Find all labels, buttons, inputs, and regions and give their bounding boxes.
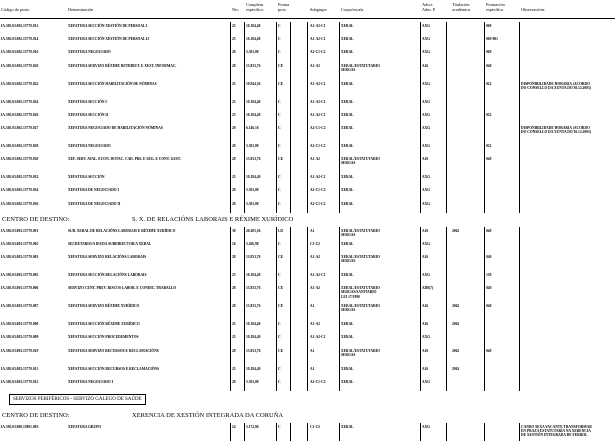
- cell-sub: A2-C1-C2: [310, 125, 326, 130]
- cell-form: 040: [486, 348, 492, 353]
- section-label: CENTRO DE DESTINO:: [2, 215, 70, 223]
- cell-forma: CE: [278, 348, 283, 353]
- section-value: S. X. DE RELACIÓNS LABORAIS E RÉXIME XURÍDICO: [132, 215, 294, 223]
- cell-forma: C: [278, 379, 281, 384]
- cell-comp: 13.833,76: [246, 157, 261, 162]
- cell-sub: A1-A2: [310, 157, 320, 162]
- cell-forma: C: [278, 201, 281, 206]
- cell-sub: A1: [310, 228, 315, 233]
- header-tit: Titulación académica: [452, 2, 471, 12]
- cell-corp: XERAL/ESTATUTARIO SERGAS: [341, 157, 380, 166]
- boxed-label: SERVIZOS PERIFÉRICOS - SERVIZO GALEGO DE SAÚDE: [9, 394, 146, 405]
- cell-sub: A1-A2-C1: [310, 175, 326, 180]
- cell-comp: 6.146,16: [246, 125, 259, 130]
- column-rule: [230, 423, 231, 441]
- cell-niv: 28: [232, 255, 236, 260]
- cell-sub: A1-A2-C1: [310, 112, 326, 117]
- cell-form: 022: [486, 112, 492, 117]
- cell-niv: 28: [232, 304, 236, 309]
- cell-code: IA.305.03.003.15770.009: [1, 335, 39, 340]
- cell-code: IA.305.03.002.15770.032: [1, 175, 39, 180]
- cell-adscr: AXG: [422, 50, 430, 55]
- cell-sub: A1-A2-C1: [310, 37, 326, 42]
- cell-sub: A2-C1-C2: [310, 201, 326, 206]
- cell-forma: CE: [278, 63, 283, 68]
- cell-sub: C1-C2: [310, 425, 320, 429]
- cell-niv: 20: [232, 379, 236, 384]
- cell-corp: XERAL/ESTATUTARIO SERGAS: [341, 228, 380, 237]
- cell-tit: 2062: [452, 322, 460, 327]
- cell-sub: A2-C1-C2: [310, 188, 326, 193]
- cell-niv: 25: [232, 366, 236, 371]
- cell-comp: 5.301,80: [246, 188, 259, 193]
- cell-forma: C: [278, 24, 281, 28]
- cell-form: 022: [486, 143, 492, 148]
- cell-form: 040: [486, 255, 492, 260]
- cell-adscr: AD8(7): [422, 286, 434, 291]
- cell-corp: XERAL/ESTATUTARIO SERGAS: [341, 348, 380, 357]
- cell-corp: XERAL: [341, 50, 354, 55]
- cell-niv: 25: [232, 99, 236, 104]
- cell-niv: 28: [232, 63, 236, 68]
- cell-forma: C: [278, 37, 281, 42]
- column-rule: [446, 22, 447, 213]
- cell-adscr: A16: [422, 304, 429, 309]
- cell-den: XEFATURA DE NEGOCIADO II: [68, 201, 121, 206]
- cell-adscr: A16: [422, 228, 429, 233]
- cell-adscr: AXG: [422, 273, 430, 278]
- cell-corp: XERAL: [341, 24, 354, 28]
- cell-niv: 25: [232, 112, 236, 117]
- cell-code: IA.305.03.003.15770.007: [1, 304, 39, 309]
- cell-sub: A1-A2-C1: [310, 99, 326, 104]
- cell-sub: A2-C1-C2: [310, 50, 326, 55]
- cell-comp: 13.833,76: [246, 255, 261, 260]
- cell-code: IA.305.03.003.15770.001: [1, 228, 39, 233]
- section-value: XERENCIA DE XESTIÓN INTEGRADA DA CORUÑA: [132, 412, 284, 419]
- cell-forma: CE: [278, 255, 283, 260]
- cell-comp: 5.172,96: [246, 425, 259, 429]
- cell-adscr: A16: [422, 157, 429, 162]
- cell-den: XEFATURA SECCIÓN XESTIÓN DE PERSOAL I: [68, 24, 148, 28]
- cell-den: SERVIZO CENT. PREV. RISCOS LABOR. E CONDIC. TRABALLO: [68, 286, 177, 291]
- cell-code: IA.305.03.002.15770.030: [1, 157, 39, 162]
- cell-adscr: A16: [422, 366, 429, 371]
- rows-group-b: [0, 227, 615, 391]
- cell-code: IA.305.03.003.15770.012: [1, 379, 39, 384]
- cell-code: IA.305.03.003.15770.002: [1, 241, 39, 246]
- cell-den: XEFATURA NEGOCIADO: [68, 50, 111, 55]
- column-rule: [339, 423, 340, 441]
- cell-form: 040: [486, 304, 492, 309]
- cell-comp: 5.301,80: [246, 143, 259, 148]
- cell-forma: C: [278, 175, 281, 180]
- cell-den: XEFATURA SERVIZO RELACIÓNS LABORAIS: [68, 255, 147, 260]
- cell-den: XEFATURA SECCIÓN RÉXIME XURÍDICO: [68, 322, 140, 327]
- cell-forma: C: [278, 322, 281, 327]
- column-rule: [244, 22, 245, 213]
- header-adscr: Adscr. Adm. P.: [422, 2, 436, 12]
- cell-niv: 25: [232, 24, 236, 28]
- header-den: Denominación: [68, 7, 94, 12]
- cell-code: IA.305.03.002.15770.022: [1, 81, 39, 86]
- cell-den: XEFATURA DE NEGOCIADO I: [68, 188, 119, 193]
- cell-den: XEFATURA SERVIZO RÉXIME RETRIBUT. E XEST. INFORMAC.: [68, 63, 177, 68]
- cell-comp: 10.184,40: [246, 366, 261, 371]
- cell-corp: XERAL: [341, 37, 354, 42]
- cell-niv: 25: [232, 273, 236, 278]
- cell-forma: CE: [278, 81, 283, 86]
- column-rule: [339, 22, 340, 213]
- cell-comp: 5.301,80: [246, 379, 259, 384]
- column-rule: [339, 227, 340, 391]
- cell-den: SUB. XERAL DE RELACIÓNS LABORAIS E RÉXIME XURÍDICO: [68, 228, 176, 233]
- cell-form: 139: [486, 273, 492, 278]
- column-rule: [420, 227, 421, 391]
- column-rule: [290, 22, 291, 213]
- cell-code: IA.305.03.002.15770.034: [1, 188, 39, 193]
- column-rule: [276, 22, 277, 213]
- cell-code: IA.305.03.003.15770.010: [1, 348, 39, 353]
- cell-comp: 13.833,76: [246, 286, 261, 291]
- cell-niv: 28: [232, 286, 236, 291]
- cell-niv: 20: [232, 125, 236, 130]
- cell-sub: A1: [310, 366, 315, 371]
- cell-niv: 14: [232, 425, 236, 429]
- table-header: [0, 0, 615, 22]
- header-corp: Corpo/escala: [341, 7, 364, 12]
- rows-group-a: [0, 22, 615, 213]
- cell-corp: XERAL: [341, 379, 354, 384]
- cell-den: SECRETARIO/A DO/DA SUBDIRECTOR/A XERAL: [68, 241, 152, 246]
- cell-forma: C: [278, 188, 281, 193]
- cell-form: 022: [486, 81, 492, 86]
- cell-form: 069: [486, 24, 492, 28]
- cell-comp: 5.301,80: [246, 50, 259, 55]
- cell-corp: XERAL: [341, 99, 354, 104]
- cell-niv: 28: [232, 348, 236, 353]
- cell-form: 040: [486, 228, 492, 233]
- column-rule: [519, 227, 520, 391]
- cell-comp: 13.833,76: [246, 304, 261, 309]
- cell-sub: A1-A2: [310, 322, 320, 327]
- cell-forma: C: [278, 50, 281, 55]
- cell-code: IA.305.03.003.15770.005: [1, 273, 39, 278]
- cell-sub: C1-C2: [310, 241, 320, 246]
- cell-tit: 2062: [452, 366, 460, 371]
- cell-sub: A1: [310, 348, 315, 353]
- cell-corp: XERAL: [341, 241, 354, 246]
- cell-code: IA.305.03.002.15770.016: [1, 50, 39, 55]
- cell-adscr: AXG: [422, 24, 430, 28]
- header-sub: Subgrupo: [310, 7, 327, 12]
- section-label: CENTRO DE DESTINO:: [2, 412, 70, 419]
- cell-comp: 13.833,76: [246, 348, 261, 353]
- cell-corp: XERAL: [341, 335, 354, 340]
- cell-code: IA.305.03.002.15770.028: [1, 143, 39, 148]
- cell-corp: XERAL/ESTATUTARIO SERGAS: [341, 63, 380, 72]
- cell-code: IA.305.03.002.15770.036: [1, 201, 39, 206]
- cell-tit: 2062: [452, 348, 460, 353]
- cell-forma: C: [278, 112, 281, 117]
- header-form: Formación específica: [486, 2, 505, 12]
- cell-sub: A1: [310, 304, 315, 309]
- cell-corp: XERAL: [341, 366, 354, 371]
- cell-forma: CE: [278, 157, 283, 162]
- cell-den: XEFATURA GRUPO: [68, 425, 102, 429]
- column-rule: [244, 423, 245, 441]
- cell-form: 069-001: [486, 37, 498, 42]
- cell-comp: 10.184,40: [246, 322, 261, 327]
- cell-forma: C: [278, 366, 281, 371]
- cell-niv: 25: [232, 335, 236, 340]
- cell-forma: CE: [278, 304, 283, 309]
- cell-niv: 20: [232, 50, 236, 55]
- cell-code: IA.305.03.002.15770.024: [1, 99, 39, 104]
- cell-sub: A1-A2-C1: [310, 81, 326, 86]
- cell-niv: 30: [232, 228, 236, 233]
- cell-adscr: AXG: [422, 99, 430, 104]
- cell-den: XEFATURA NEGOCIADO DE HABILITACIÓN NÓMINAS: [68, 125, 163, 130]
- cell-code: IA.305.03.003.15770.006: [1, 286, 39, 291]
- column-rule: [230, 227, 231, 391]
- cell-den: XEFATURA SERVIZO RECURSOS E RECLAMACIÓNS: [68, 348, 159, 353]
- column-rule: [519, 22, 520, 213]
- cell-den: XEFATURA SERVIZO RÉXIME XURÍDICO: [68, 304, 140, 309]
- section-centro-destino-2: [0, 409, 615, 423]
- cell-code: IA.305.03.002.15770.027: [1, 125, 39, 130]
- cell-sub: A1-A2-C1: [310, 335, 326, 340]
- cell-niv: 25: [232, 322, 236, 327]
- cell-den: XEFATURA SECCIÓN HABILITACIÓN DE NÓMINAS: [68, 81, 157, 86]
- cell-form: 069: [486, 50, 492, 55]
- cell-adscr: AXG: [422, 425, 430, 429]
- cell-forma: LD: [278, 228, 283, 233]
- cell-code: IA.305.03.003.15770.011: [1, 366, 39, 371]
- cell-corp: XERAL: [341, 425, 354, 429]
- cell-comp: 5.301,80: [246, 201, 259, 206]
- cell-comp: 10.184,40: [246, 175, 261, 180]
- column-rule: [244, 227, 245, 391]
- column-rule: [484, 423, 485, 441]
- cell-corp: XERAL/ESTATUTARIO SERGAS: [341, 255, 380, 264]
- cell-obs: DISPOÑIBILIDADE HORARIA (ACORDO DO CONSELLO DA XUNTA DO 30.12.2003): [521, 125, 591, 135]
- cell-corp: XERAL: [341, 112, 354, 117]
- column-rule: [307, 423, 308, 441]
- cell-forma: CE: [278, 286, 283, 291]
- cell-den: XEFATURA SECCIÓN XESTIÓN DE PERSOAL II: [68, 37, 149, 42]
- column-rule: [484, 22, 485, 213]
- cell-adscr: AXG: [422, 379, 430, 384]
- cell-tit: 2062: [452, 304, 460, 309]
- cell-niv: 28: [232, 157, 236, 162]
- cell-sub: A1-A2: [310, 286, 320, 291]
- cell-code: IA.305.03.002.15770.026: [1, 112, 39, 117]
- cell-den: XEFATURA SECCIÓN PROCEDEMENTOS: [68, 335, 139, 340]
- cell-niv: 20: [232, 201, 236, 206]
- cell-adscr: AXG: [422, 188, 430, 193]
- cell-comp: 5.456,98: [246, 241, 259, 246]
- cell-adscr: A16: [422, 348, 429, 353]
- cell-form: 040: [486, 286, 492, 291]
- cell-adscr: AXG: [422, 81, 430, 86]
- cell-adscr: AXG: [422, 241, 430, 246]
- cell-sub: A1-A2-C1: [310, 24, 326, 28]
- column-rule: [420, 22, 421, 213]
- column-rule: [290, 227, 291, 391]
- cell-corp: XERAL/ESTATUTARIO SERGAS: [341, 304, 380, 313]
- cell-code: IA.305.03.002.15770.012: [1, 24, 39, 28]
- column-rule: [519, 423, 520, 441]
- column-rule: [276, 423, 277, 441]
- cell-forma: C: [278, 241, 281, 246]
- cell-corp: XERAL: [341, 201, 354, 206]
- cell-comp: 13.833,76: [246, 63, 261, 68]
- cell-adscr: AXG: [422, 175, 430, 180]
- column-rule: [420, 423, 421, 441]
- cell-obs: DISPOÑIBILIDADE HORARIA (ACORDO DO CONSELLO DA XUNTA DO 30.12.2003): [521, 81, 591, 90]
- cell-niv: 25: [232, 81, 236, 86]
- cell-sub: A1-A2: [310, 63, 320, 68]
- column-rule: [307, 227, 308, 391]
- column-rule: [230, 22, 231, 213]
- cell-adscr: A16: [422, 255, 429, 260]
- cell-den: XEFATURA NEGOCIADO I: [68, 379, 113, 384]
- header-obs: Observacións: [521, 7, 545, 12]
- cell-comp: 20.205,36: [246, 228, 261, 233]
- cell-forma: C: [278, 273, 281, 278]
- cell-sub: A1-A2: [310, 255, 320, 260]
- cell-comp: 10.184,40: [246, 24, 261, 28]
- cell-tit: 2062: [452, 228, 460, 233]
- cell-sub: A2-C1-C2: [310, 143, 326, 148]
- cell-comp: 10.184,40: [246, 273, 261, 278]
- rows-group-c: [0, 423, 615, 441]
- cell-forma: C: [278, 99, 281, 104]
- cell-forma: C: [278, 125, 281, 130]
- cell-corp: XERAL: [341, 175, 354, 180]
- servizos-perifericos-box: [0, 391, 615, 409]
- cell-sub: A2-C1-C2: [310, 379, 326, 384]
- cell-comp: 10.184,40: [246, 335, 261, 340]
- cell-obs: CANDO SEXA VACANTE TRANSFORMAR EN PRAZA ESTATUTARIA NA XERENCIA DE XESTIÓN INTEGRADA DE FERROL: [521, 425, 592, 438]
- cell-comp: 10.184,40: [246, 99, 261, 104]
- cell-forma: C: [278, 143, 281, 148]
- cell-den: XEFATURA NEGOCIADO: [68, 143, 111, 148]
- cell-form: 040: [486, 157, 492, 162]
- cell-forma: C: [278, 425, 281, 429]
- cell-corp: XERAL: [341, 125, 354, 130]
- cell-den: XEFATURA SECCIÓN RELACIÓNS LABORAIS: [68, 273, 147, 278]
- column-rule: [307, 22, 308, 213]
- header-rule: [0, 18, 615, 19]
- cell-den: XEFATURA SECCIÓN RECURSOS E RECLAMACIÓNS: [68, 366, 160, 371]
- cell-corp: XERAL/ESTATUTARIO SERGAS/SANITARIO LEI 17/1990: [341, 286, 380, 299]
- header-niv: Niv.: [232, 7, 240, 12]
- cell-code: IA.305.03.003.15770.003: [1, 255, 39, 260]
- header-forma: Forma: [278, 2, 290, 7]
- cell-comp: 10.944,36: [246, 81, 261, 86]
- cell-comp: 10.184,40: [246, 37, 261, 42]
- cell-den: XEFATURA SECCIÓN II: [68, 112, 109, 117]
- cell-comp: 10.184,40: [246, 112, 261, 117]
- cell-corp: XERAL: [341, 273, 354, 278]
- cell-adscr: AXG: [422, 125, 430, 130]
- column-rule: [446, 227, 447, 391]
- cell-den: XEFATURA SECCIÓN: [68, 175, 105, 180]
- column-rule: [484, 227, 485, 391]
- cell-form: 040: [486, 63, 492, 68]
- column-rule: [290, 423, 291, 441]
- cell-den: XEFATURA SECCIÓN I: [68, 99, 107, 104]
- header-prov: prov.: [278, 7, 287, 12]
- header-comp: Complem. específico: [246, 2, 265, 12]
- cell-corp: XERAL: [341, 143, 354, 148]
- cell-corp: XERAL: [341, 81, 354, 86]
- cell-code: IA.305.03.002.15770.014: [1, 37, 39, 42]
- cell-niv: 20: [232, 143, 236, 148]
- column-rule: [276, 227, 277, 391]
- cell-corp: XERAL: [341, 322, 354, 327]
- cell-corp: XERAL: [341, 188, 354, 193]
- cell-code: IA.305.03.003.15770.008: [1, 322, 39, 327]
- cell-niv: 16: [232, 241, 236, 246]
- cell-forma: C: [278, 335, 281, 340]
- cell-sub: A1-A2-C1: [310, 273, 326, 278]
- section-centro-destino-1: [0, 213, 615, 227]
- cell-adscr: AXG: [422, 37, 430, 42]
- cell-adscr: AXG: [422, 201, 430, 206]
- cell-den: XEF. SERV. AVAL. ECON. DOTAC. CAD. PRS. E SEG. E CONT. GEST.: [68, 157, 181, 162]
- cell-adscr: AXG: [422, 335, 430, 340]
- cell-niv: 20: [232, 188, 236, 193]
- cell-code: IA.305.03.002.15770.020: [1, 63, 39, 68]
- cell-adscr: A16: [422, 322, 429, 327]
- cell-code: IA.305.03.000.15801.003: [1, 425, 39, 429]
- cell-adscr: A16: [422, 63, 429, 68]
- cell-niv: 25: [232, 175, 236, 180]
- cell-adscr: AXG: [422, 112, 430, 117]
- cell-adscr: AXG: [422, 143, 430, 148]
- cell-niv: 25: [232, 37, 236, 42]
- column-rule: [446, 423, 447, 441]
- header-code: Código do posto: [1, 7, 30, 12]
